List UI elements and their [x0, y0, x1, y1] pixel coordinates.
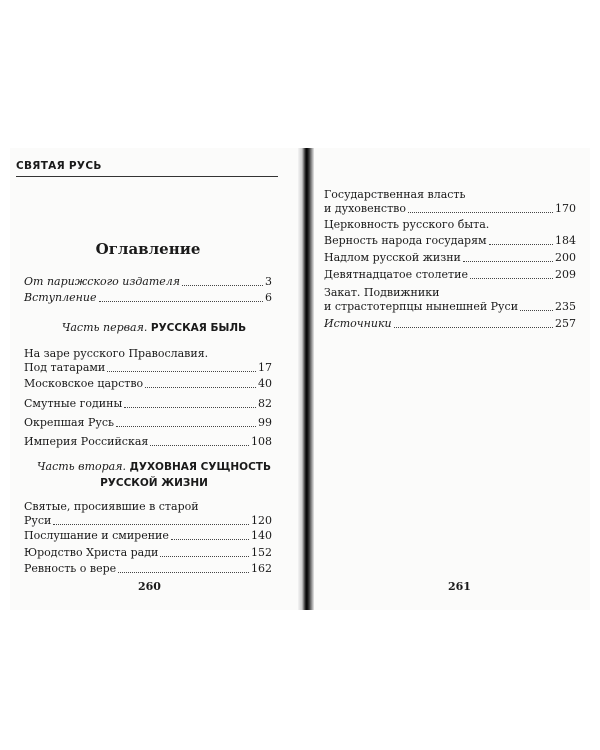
toc-entry: На заре русского Православия. Под татарами 17 [24, 347, 272, 374]
page-number: 260 [138, 580, 161, 593]
toc-title: Оглавление [95, 240, 201, 258]
toc-entry: Московское царство 40 [24, 377, 272, 390]
toc-entry: Закат. Подвижники и страстотерпцы нынешней Руси 235 [324, 286, 576, 313]
left-page [10, 148, 286, 610]
toc-entry: Святые, просиявшие в старой Руси 120 [24, 500, 272, 527]
toc-entry: Государственная власть и духовенство 170 [324, 188, 576, 215]
toc-entry: Источники 257 [324, 317, 576, 330]
toc-entry: Империя Российская 108 [24, 435, 272, 448]
part-two-title: Часть вторая. ДУХОВНАЯ СУЩНОСТЬ РУССКОЙ ЖИЗНИ [37, 460, 271, 489]
right-page [316, 148, 590, 610]
toc-entry: Девятнадцатое столетие 209 [324, 268, 576, 281]
toc-entry: Окрепшая Русь 99 [24, 416, 272, 429]
toc-entry: Смутные годины 82 [24, 397, 272, 410]
book-spread [10, 148, 590, 610]
toc-entry: Верность народа государям 184 [324, 234, 576, 247]
running-head: СВЯТАЯ РУСЬ [16, 160, 102, 172]
book-spine [298, 148, 314, 610]
toc-entry: Надлом русской жизни 200 [324, 251, 576, 264]
header-rule [16, 176, 278, 177]
toc-entry: Церковность русского быта. [324, 218, 490, 231]
toc-entry: От парижского издателя 3 [24, 275, 272, 288]
toc-entry: Ревность о вере 162 [24, 562, 272, 575]
part-one-title: Часть первая. РУССКАЯ БЫЛЬ [61, 321, 247, 334]
page-number: 261 [448, 580, 471, 593]
toc-entry: Послушание и смирение 140 [24, 529, 272, 542]
toc-entry: Юродство Христа ради 152 [24, 546, 272, 559]
toc-entry: Вступление 6 [24, 291, 272, 304]
